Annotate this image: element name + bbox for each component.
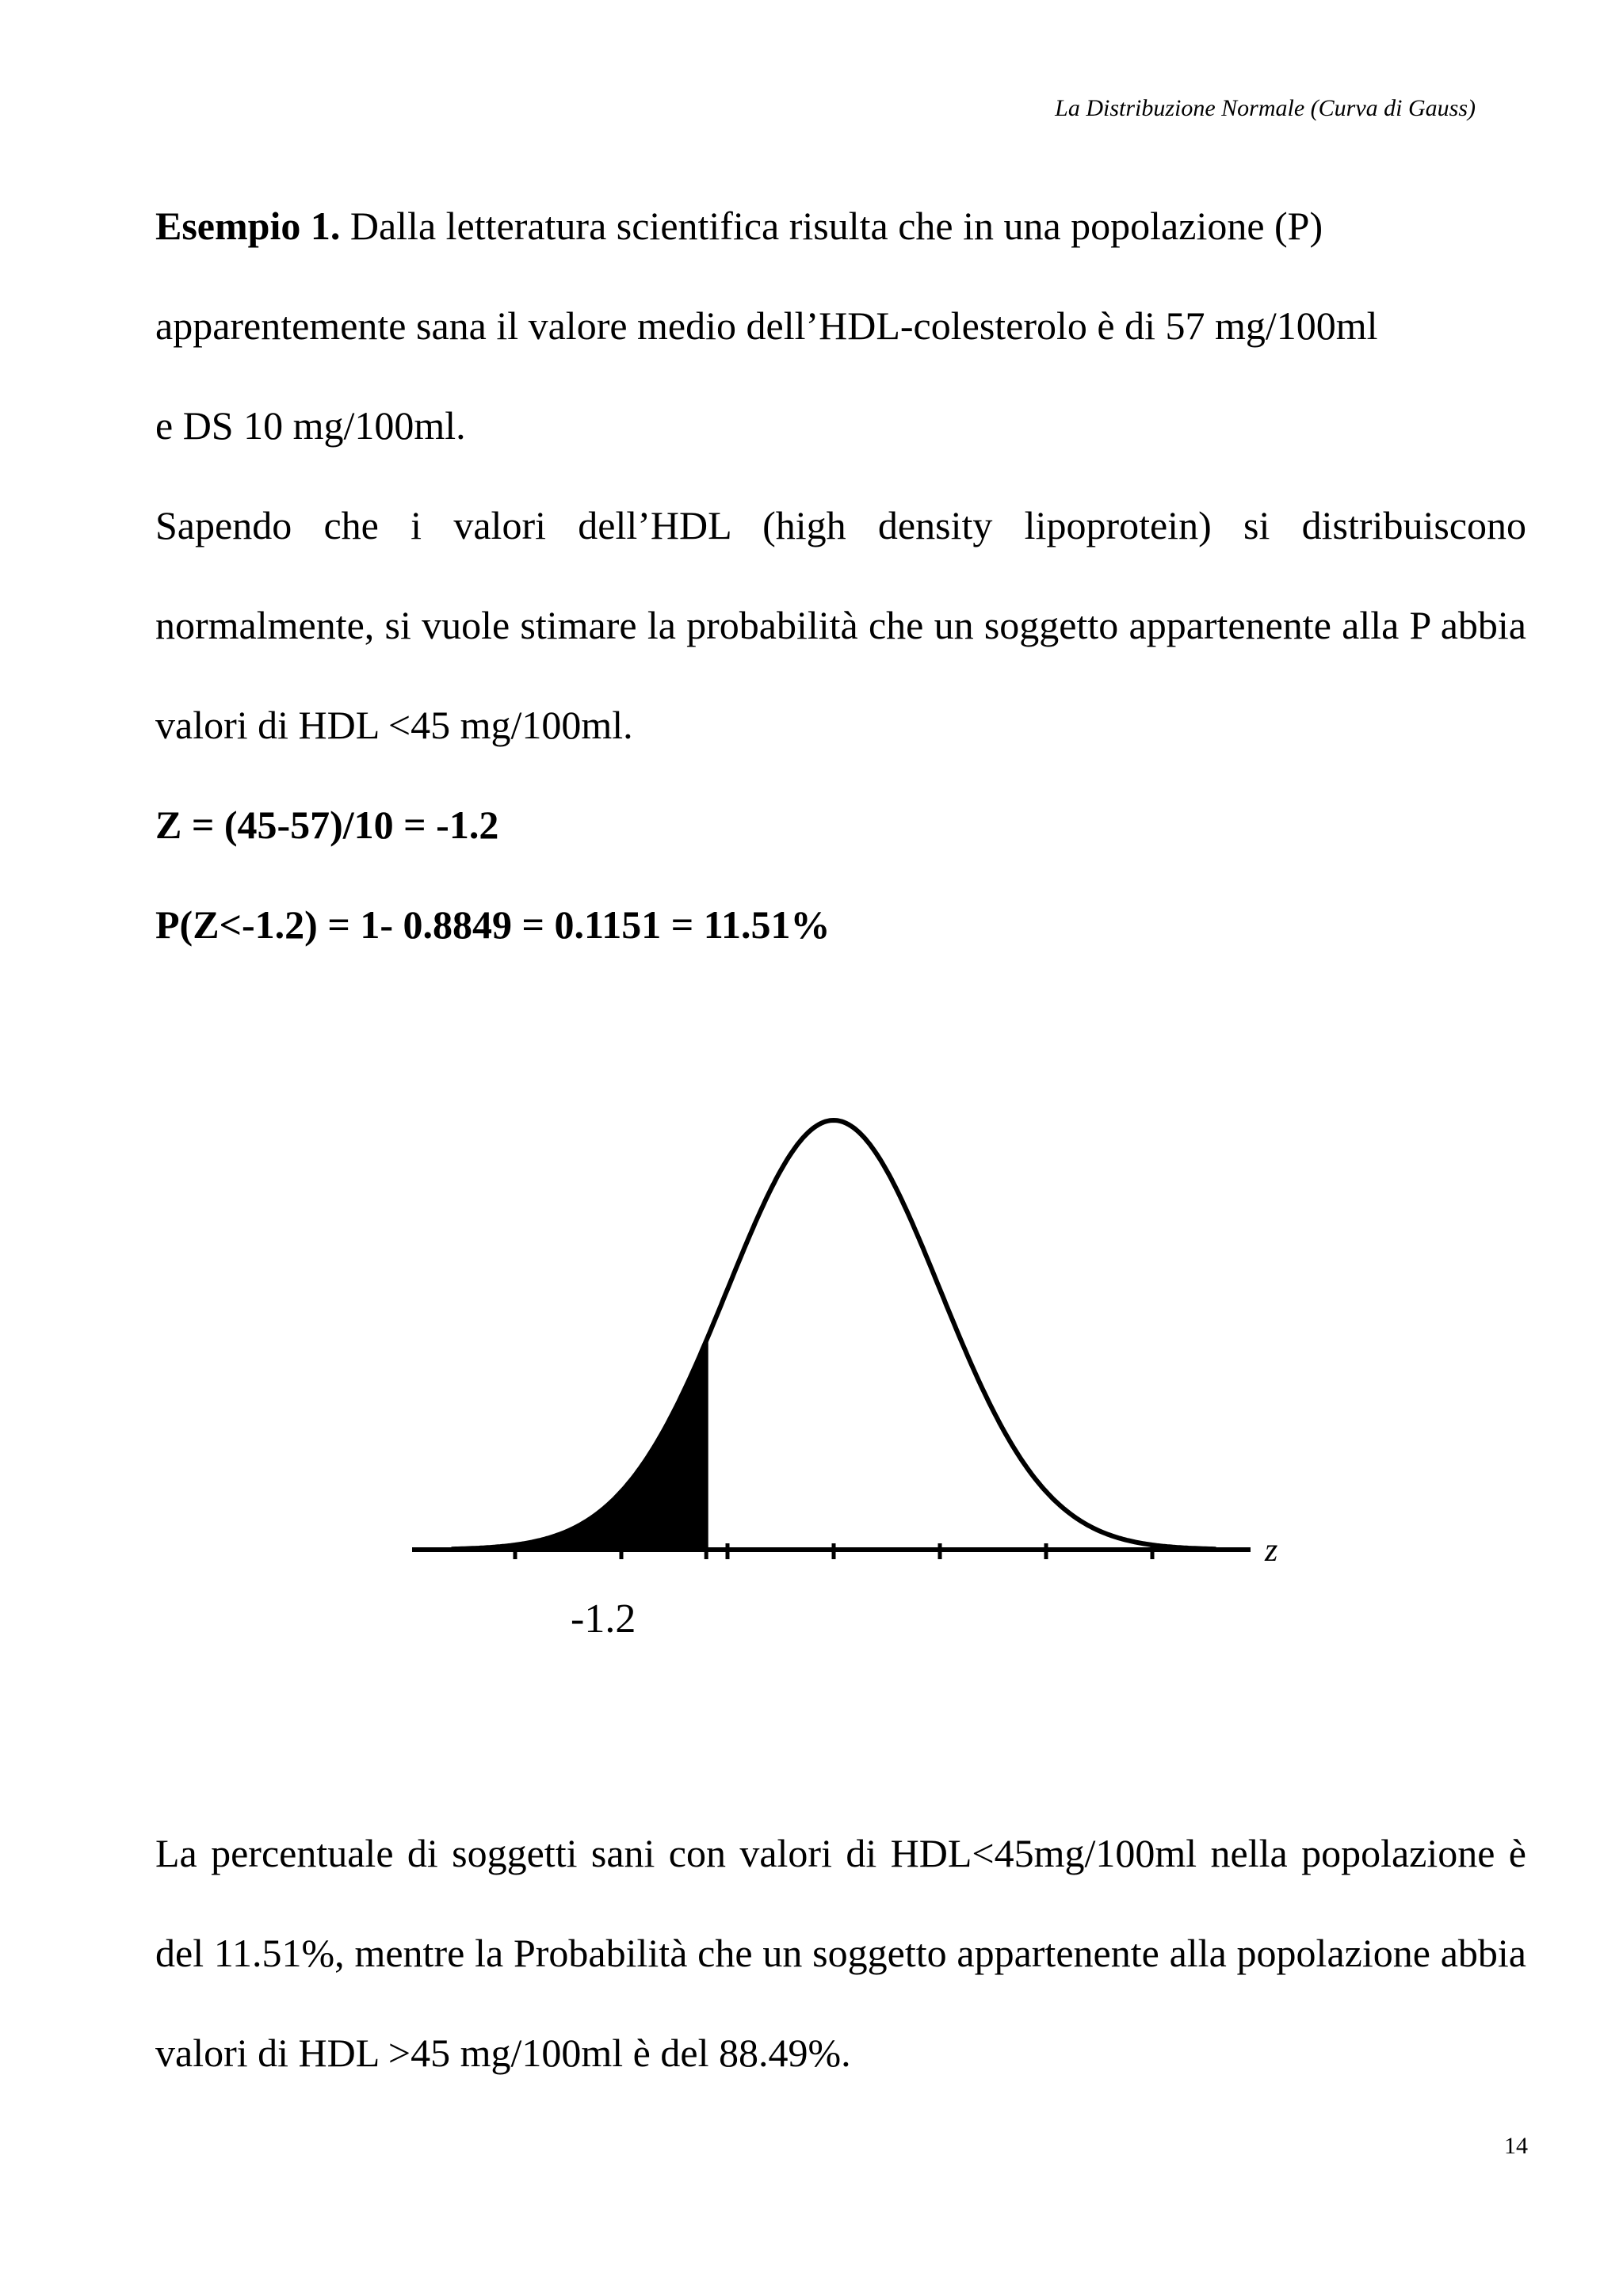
normal-distribution-figure — [0, 1030, 1623, 1664]
conclusion-text: La percentuale di soggetti sani con valori di HDL<45mg/100ml nella popolazione è del 11.51%, mentre la Probabilità che un soggetto appartenente alla popolazione abbia valori di HDL >45 mg/100ml è del 88.49%. — [155, 1831, 1526, 2075]
gaussian-curve — [452, 1120, 1216, 1549]
example-intro-text-1: Dalla letteratura scientifica risulta che in una popolazione (P) — [349, 204, 1323, 248]
page-number: 14 — [1504, 2133, 1528, 2159]
z-score-equation: Z = (45-57)/10 = -1.2 — [155, 803, 499, 847]
shaded-left-tail — [452, 1341, 707, 1550]
example-label: Esempio 1. — [155, 204, 341, 248]
example-question: Sapendo che i valori dell’HDL (high density lipoprotein) si distribuiscono normalmente, si vuole stimare la probabilità che un soggetto appartenente alla P abbia valori di HDL <45 mg/100ml. — [155, 503, 1526, 747]
example-intro — [155, 176, 1526, 475]
example-intro-line-3: e DS 10 mg/100ml. — [155, 403, 466, 448]
example-intro-line-1 — [155, 176, 1526, 276]
probability-equation: P(Z<-1.2) = 1- 0.8849 = 0.1151 = 11.51% — [155, 902, 831, 947]
example-intro-line-2: apparentemente sana il valore medio dell’HDL-colesterolo è di 57 mg/100ml — [155, 303, 1378, 348]
cutoff-label: -1.2 — [571, 1596, 636, 1642]
running-header: La Distribuzione Normale (Curva di Gauss) — [1055, 95, 1476, 121]
z-axis-label: z — [1265, 1532, 1278, 1569]
